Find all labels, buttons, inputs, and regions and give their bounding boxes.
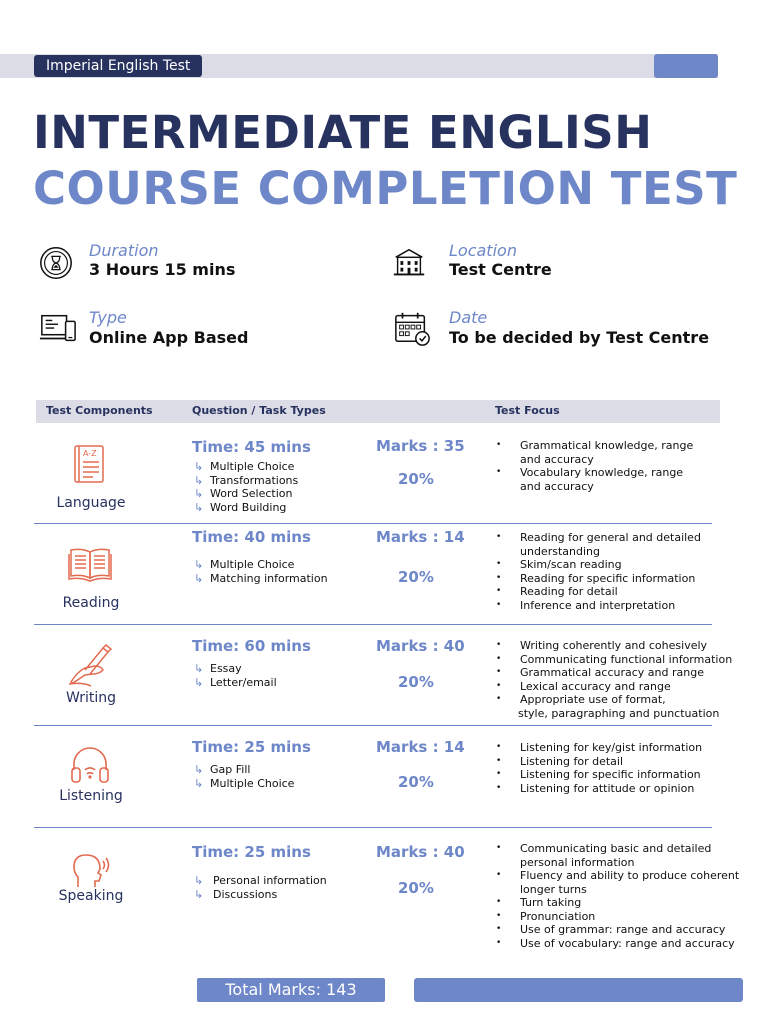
row-separator bbox=[34, 827, 712, 828]
component-speaking: Speaking bbox=[58, 888, 124, 904]
task-item: ↳ Multiple Choice bbox=[194, 776, 295, 790]
title-line-1: INTERMEDIATE ENGLISH bbox=[33, 106, 653, 159]
date-label: Date bbox=[449, 308, 488, 327]
arrow-icon: ↳ bbox=[194, 500, 204, 514]
task-item: ↳ Transformations bbox=[194, 473, 299, 487]
focus-item: • Reading for general and detailed bbox=[496, 531, 736, 545]
header-test-components: Test Components bbox=[46, 404, 153, 417]
title-line-2: COURSE COMPLETION TEST bbox=[33, 162, 738, 215]
percent-reading: 20% bbox=[398, 568, 434, 586]
row-separator bbox=[34, 523, 712, 524]
component-writing: Writing bbox=[66, 690, 116, 706]
arrow-icon: ↳ bbox=[194, 874, 204, 887]
task-list-language bbox=[194, 460, 298, 514]
brand-label: Imperial English Test bbox=[34, 55, 202, 77]
header-accent-block bbox=[654, 54, 718, 78]
task-list-speaking bbox=[194, 874, 327, 901]
svg-text:A-Z: A-Z bbox=[83, 449, 97, 458]
component-listening: Listening bbox=[59, 788, 123, 804]
hand-pen-icon bbox=[65, 640, 115, 690]
task-item: ↳ Word Building bbox=[194, 500, 287, 514]
component-language: Language bbox=[56, 495, 126, 511]
task-item: ↳ Essay bbox=[194, 662, 242, 675]
marks-listening: Marks : 14 bbox=[376, 738, 465, 756]
focus-item: and accuracy bbox=[520, 479, 594, 493]
location-label: Location bbox=[449, 241, 517, 260]
focus-item: • Listening for key/gist information bbox=[496, 741, 736, 755]
focus-item: • Skim/scan reading bbox=[496, 558, 736, 572]
focus-item: • Fluency and ability to produce coherent bbox=[496, 869, 758, 883]
type-label: Type bbox=[89, 308, 127, 327]
focus-item: • Grammatical accuracy and range bbox=[496, 666, 756, 680]
focus-item: • Writing coherently and cohesively bbox=[496, 639, 756, 653]
time-reading: Time: 40 mins bbox=[192, 528, 311, 546]
task-list-listening bbox=[194, 763, 294, 790]
task-item: ↳ Multiple Choice bbox=[194, 460, 295, 473]
calendar-check-icon bbox=[393, 309, 431, 347]
focus-item: • Use of grammar: range and accuracy bbox=[496, 923, 758, 937]
focus-item: • Listening for attitude or opinion bbox=[496, 782, 736, 796]
focus-item: • Turn taking bbox=[496, 896, 758, 910]
task-item: ↳ Personal information bbox=[194, 874, 327, 887]
speaking-head-icon bbox=[65, 843, 115, 893]
percent-listening: 20% bbox=[398, 773, 434, 791]
focus-item: longer turns bbox=[520, 882, 587, 896]
arrow-icon: ↳ bbox=[194, 662, 204, 675]
focus-item: style, paragraphing and punctuation bbox=[518, 706, 720, 720]
focus-item: and accuracy bbox=[520, 452, 594, 466]
task-item: ↳ Multiple Choice bbox=[194, 558, 295, 571]
time-writing: Time: 60 mins bbox=[192, 637, 311, 655]
focus-item: • Communicating basic and detailed bbox=[496, 842, 758, 856]
focus-item: • Appropriate use of format, bbox=[496, 693, 756, 707]
focus-item: • Reading for detail bbox=[496, 585, 736, 599]
task-list-reading bbox=[194, 558, 328, 585]
percent-writing: 20% bbox=[398, 673, 434, 691]
location-value: Test Centre bbox=[449, 260, 552, 279]
arrow-icon: ↳ bbox=[194, 460, 204, 473]
arrow-icon: ↳ bbox=[194, 487, 204, 500]
focus-item: personal information bbox=[520, 855, 635, 869]
focus-item: • Reading for specific information bbox=[496, 572, 736, 586]
header-test-focus: Test Focus bbox=[495, 404, 560, 417]
arrow-icon: ↳ bbox=[194, 675, 204, 689]
focus-list-listening bbox=[496, 741, 736, 795]
focus-item: • Pronunciation bbox=[496, 910, 758, 924]
duration-value: 3 Hours 15 mins bbox=[89, 260, 236, 279]
marks-reading: Marks : 14 bbox=[376, 528, 465, 546]
focus-item: • Lexical accuracy and range bbox=[496, 680, 756, 694]
percent-language: 20% bbox=[398, 470, 434, 488]
time-speaking: Time: 25 mins bbox=[192, 843, 311, 861]
marks-language: Marks : 35 bbox=[376, 437, 465, 455]
time-listening: Time: 25 mins bbox=[192, 738, 311, 756]
focus-item: • Inference and interpretation bbox=[496, 599, 736, 613]
focus-item: • Use of vocabulary: range and accuracy bbox=[496, 937, 758, 951]
focus-item: • Vocabulary knowledge, range bbox=[496, 466, 736, 480]
type-value: Online App Based bbox=[89, 328, 249, 347]
arrow-icon: ↳ bbox=[194, 473, 204, 487]
marks-speaking: Marks : 40 bbox=[376, 843, 465, 861]
arrow-icon: ↳ bbox=[194, 571, 204, 585]
focus-list-writing bbox=[496, 639, 756, 720]
focus-item: • Listening for detail bbox=[496, 755, 736, 769]
task-item: ↳ Matching information bbox=[194, 571, 328, 585]
task-item: ↳ Letter/email bbox=[194, 675, 277, 689]
task-item: ↳ Gap Fill bbox=[194, 763, 251, 776]
headphones-icon bbox=[65, 740, 115, 790]
focus-item: understanding bbox=[520, 544, 600, 558]
focus-list-language bbox=[496, 439, 736, 493]
building-icon bbox=[390, 244, 428, 282]
focus-item: • Listening for specific information bbox=[496, 768, 736, 782]
duration-label: Duration bbox=[89, 241, 159, 260]
task-item: ↳ Word Selection bbox=[194, 487, 293, 500]
arrow-icon: ↳ bbox=[194, 776, 204, 790]
arrow-icon: ↳ bbox=[194, 558, 204, 571]
footer-accent-block bbox=[414, 978, 743, 1002]
devices-icon bbox=[39, 310, 77, 348]
row-separator bbox=[34, 624, 712, 625]
arrow-icon: ↳ bbox=[194, 763, 204, 776]
component-reading: Reading bbox=[62, 595, 120, 611]
arrow-icon: ↳ bbox=[194, 887, 204, 901]
focus-item: • Communicating functional information bbox=[496, 653, 756, 667]
a-z-book-icon bbox=[65, 440, 115, 490]
time-language: Time: 45 mins bbox=[192, 438, 311, 456]
percent-speaking: 20% bbox=[398, 879, 434, 897]
marks-writing: Marks : 40 bbox=[376, 637, 465, 655]
total-marks: Total Marks: 143 bbox=[197, 978, 385, 1002]
focus-list-speaking bbox=[496, 842, 758, 950]
task-item: ↳ Discussions bbox=[194, 887, 278, 901]
header-task-types: Question / Task Types bbox=[192, 404, 326, 417]
focus-item: • Grammatical knowledge, range bbox=[496, 439, 736, 453]
date-value: To be decided by Test Centre bbox=[449, 328, 710, 347]
open-book-icon bbox=[65, 540, 115, 590]
focus-list-reading bbox=[496, 531, 736, 612]
hourglass-clock-icon bbox=[37, 244, 75, 282]
row-separator bbox=[34, 725, 712, 726]
task-list-writing bbox=[194, 662, 277, 689]
